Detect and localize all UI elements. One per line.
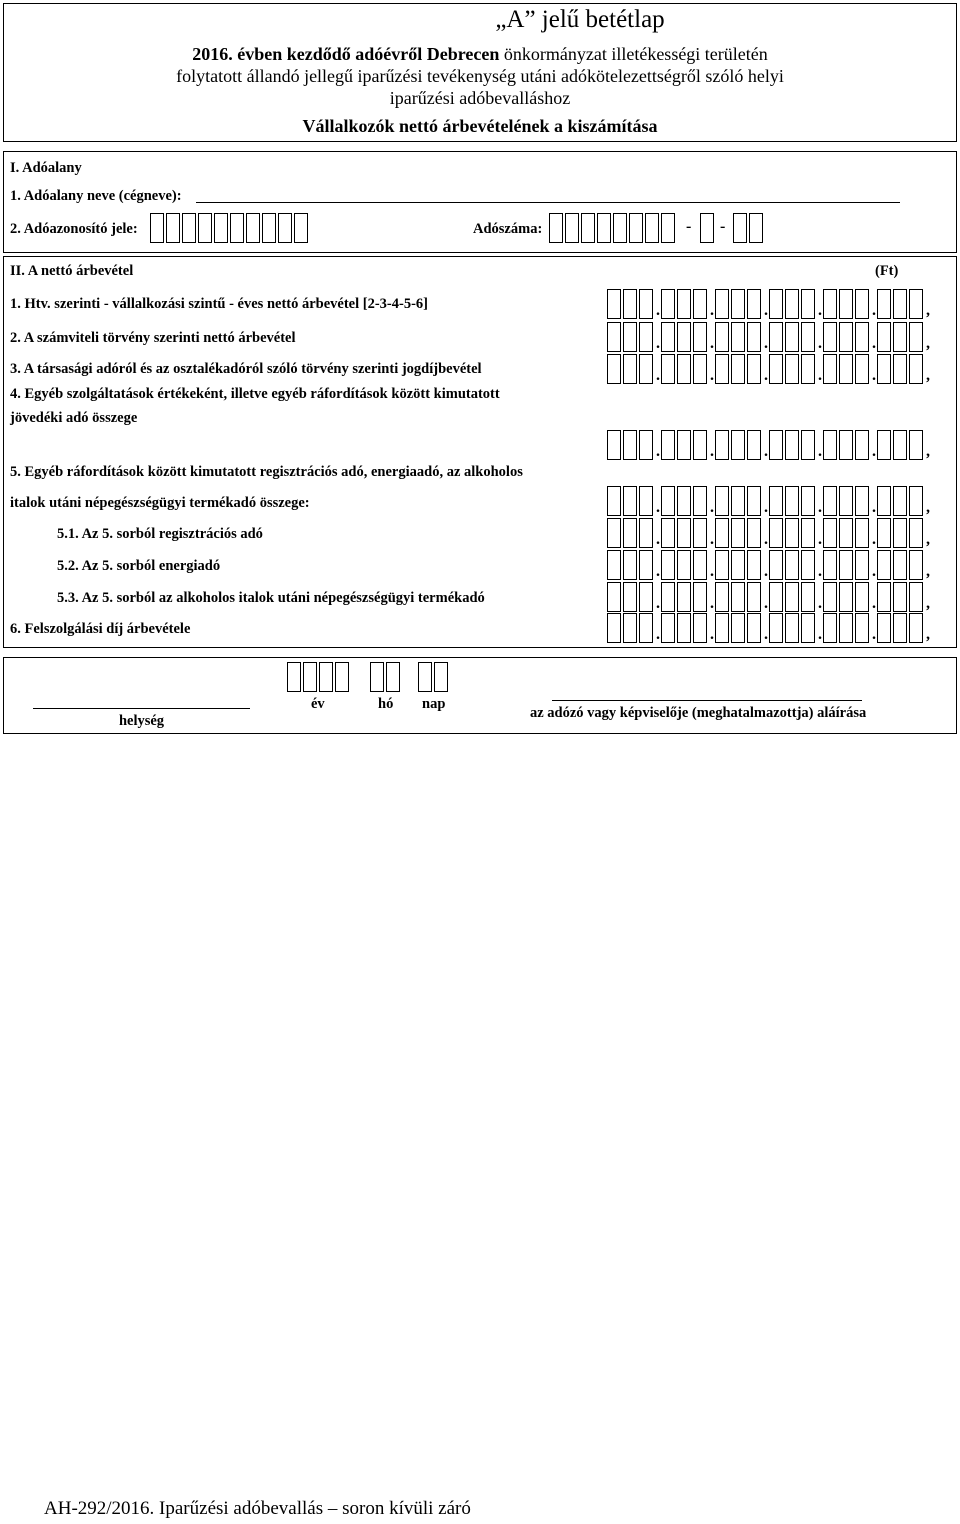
digit-cell[interactable] [607,354,621,384]
digit-cell[interactable] [839,518,853,548]
digit-cell[interactable] [855,518,869,548]
digit-cell[interactable] [639,354,653,384]
digit-cell[interactable] [823,322,837,352]
footer-text: AH-292/2016. Iparűzési adóbevallás – soron kívüli záró [44,1498,471,1519]
digit-cell[interactable] [597,213,611,243]
digit-cell[interactable] [198,213,212,243]
digit-cell[interactable] [801,486,815,516]
thousands-separator: . [710,302,714,319]
digit-cell[interactable] [677,486,691,516]
digit-cell[interactable] [823,518,837,548]
digit-cell[interactable] [370,662,384,692]
row-6-amount[interactable] [607,613,931,643]
digit-cell[interactable] [909,322,923,352]
thousands-separator: . [656,531,660,548]
thousands-separator: . [872,443,876,460]
digit-cell[interactable] [855,582,869,612]
digit-cell[interactable] [855,550,869,580]
digit-cell[interactable] [645,213,659,243]
digit-cell[interactable] [607,430,621,460]
thousands-separator: . [710,367,714,384]
digit-cell[interactable] [893,289,907,319]
decimal-separator: , [926,499,930,516]
digit-cell[interactable] [661,518,675,548]
digit-cell[interactable] [623,354,637,384]
row-5-label-b: italok utáni népegészségügyi termékadó összege: [10,495,310,511]
digit-cell[interactable] [785,486,799,516]
digit-cell[interactable] [823,486,837,516]
digit-cell[interactable] [785,582,799,612]
taxno-core-input[interactable] [549,213,677,243]
digit-cell[interactable] [386,662,400,692]
digit-cell[interactable] [839,486,853,516]
digit-cell[interactable] [693,486,707,516]
header-line-1-rest: önkormányzat illetékességi területén [499,44,768,64]
digit-cell[interactable] [769,613,783,643]
month-label: hó [378,696,394,712]
digit-cell[interactable] [747,289,761,319]
digit-cell[interactable] [661,486,675,516]
digit-cell[interactable] [769,322,783,352]
digit-cell[interactable] [893,486,907,516]
decimal-separator: , [926,443,930,460]
digit-cell[interactable] [839,550,853,580]
decimal-separator: , [926,595,930,612]
digit-cell[interactable] [607,613,621,643]
digit-cell[interactable] [855,354,869,384]
thousands-separator: . [764,335,768,352]
row-3-amount[interactable] [607,354,931,384]
digit-cell[interactable] [909,289,923,319]
digit-cell[interactable] [661,289,675,319]
thousands-separator: . [872,563,876,580]
thousands-separator: . [872,499,876,516]
name-input[interactable] [196,202,900,203]
thousands-separator: . [764,443,768,460]
thousands-separator: . [764,367,768,384]
row-3-label: 3. A társasági adóról és az osztalékadóról szóló törvény szerinti jogdíjbevétel [10,361,482,377]
row-2-amount[interactable] [607,322,931,352]
digit-cell[interactable] [639,613,653,643]
digit-cell[interactable] [623,582,637,612]
decimal-separator: , [926,302,930,319]
digit-cell[interactable] [909,550,923,580]
digit-cell[interactable] [731,550,745,580]
digit-cell[interactable] [855,486,869,516]
digit-cell[interactable] [623,550,637,580]
thousands-separator: . [764,302,768,319]
digit-cell[interactable] [823,613,837,643]
year-label: év [311,696,325,712]
digit-cell[interactable] [893,518,907,548]
digit-cell[interactable] [581,213,595,243]
section-2-heading: II. A nettó árbevétel [10,263,134,279]
digit-cell[interactable] [769,354,783,384]
digit-cell[interactable] [434,662,448,692]
digit-cell[interactable] [693,430,707,460]
thousands-separator: . [656,626,660,643]
taxno-label: Adószáma: [473,221,543,237]
digit-cell[interactable] [629,213,643,243]
thousands-separator: . [656,335,660,352]
thousands-separator: . [656,563,660,580]
digit-cell[interactable] [693,550,707,580]
digit-cell[interactable] [677,550,691,580]
row-6-label: 6. Felszolgálási díj árbevétele [10,621,191,637]
digit-cell[interactable] [639,322,653,352]
digit-cell[interactable] [785,550,799,580]
taxno-vat-input[interactable] [700,213,716,243]
digit-cell[interactable] [693,289,707,319]
day-label: nap [422,696,446,712]
digit-cell[interactable] [785,322,799,352]
digit-cell[interactable] [677,354,691,384]
digit-cell[interactable] [639,430,653,460]
digit-cell[interactable] [877,582,891,612]
digit-cell[interactable] [639,518,653,548]
digit-cell[interactable] [893,613,907,643]
digit-cell[interactable] [769,518,783,548]
digit-cell[interactable] [855,289,869,319]
digit-cell[interactable] [801,550,815,580]
place-label: helység [118,713,165,729]
digit-cell[interactable] [801,289,815,319]
digit-cell[interactable] [747,550,761,580]
digit-cell[interactable] [623,289,637,319]
digit-cell[interactable] [823,354,837,384]
header-line-1 [0,44,960,65]
thousands-separator: . [818,499,822,516]
thousands-separator: . [764,531,768,548]
row-5-label-a: 5. Egyéb ráfordítások között kimutatott regisztrációs adó, energiaadó, az alkoholos [10,464,523,480]
digit-cell[interactable] [731,518,745,548]
digit-cell[interactable] [893,354,907,384]
row-4-amount[interactable] [607,430,931,460]
digit-cell[interactable] [639,550,653,580]
digit-cell[interactable] [801,430,815,460]
row-5-2-amount[interactable] [607,550,931,580]
digit-cell[interactable] [335,662,349,692]
digit-cell[interactable] [769,582,783,612]
digit-cell[interactable] [639,582,653,612]
digit-cell[interactable] [661,613,675,643]
digit-cell[interactable] [893,550,907,580]
decimal-separator: , [926,563,930,580]
digit-cell[interactable] [769,486,783,516]
digit-cell[interactable] [182,213,196,243]
signature-input[interactable] [552,700,862,701]
thousands-separator: . [710,563,714,580]
digit-cell[interactable] [214,213,228,243]
digit-cell[interactable] [623,430,637,460]
digit-cell[interactable] [801,354,815,384]
digit-cell[interactable] [909,518,923,548]
digit-cell[interactable] [731,430,745,460]
decimal-separator: , [926,367,930,384]
digit-cell[interactable] [166,213,180,243]
digit-cell[interactable] [747,354,761,384]
digit-cell[interactable] [715,430,729,460]
digit-cell[interactable] [839,582,853,612]
digit-cell[interactable] [801,322,815,352]
digit-cell[interactable] [747,322,761,352]
header-line-1-bold: 2016. évben kezdődő adóévről Debrecen [192,44,500,64]
digit-cell[interactable] [731,322,745,352]
digit-cell[interactable] [877,322,891,352]
row-5-3-amount[interactable] [607,582,931,612]
digit-cell[interactable] [607,486,621,516]
digit-cell[interactable] [715,582,729,612]
digit-cell[interactable] [607,289,621,319]
digit-cell[interactable] [877,518,891,548]
digit-cell[interactable] [893,430,907,460]
taxid-label: 2. Adóazonosító jele: [10,221,138,237]
digit-cell[interactable] [677,613,691,643]
thousands-separator: . [872,302,876,319]
digit-cell[interactable] [693,354,707,384]
digit-cell[interactable] [150,213,164,243]
digit-cell[interactable] [747,518,761,548]
digit-cell[interactable] [877,613,891,643]
digit-cell[interactable] [747,486,761,516]
digit-cell[interactable] [677,289,691,319]
digit-cell[interactable] [785,289,799,319]
digit-cell[interactable] [715,322,729,352]
digit-cell[interactable] [877,354,891,384]
decimal-separator: , [926,626,930,643]
digit-cell[interactable] [715,518,729,548]
thousands-separator: . [872,367,876,384]
digit-cell[interactable] [839,430,853,460]
digit-cell[interactable] [893,582,907,612]
digit-cell[interactable] [731,582,745,612]
digit-cell[interactable] [733,213,747,243]
digit-cell[interactable] [639,486,653,516]
thousands-separator: . [818,563,822,580]
digit-cell[interactable] [677,582,691,612]
digit-cell[interactable] [823,289,837,319]
row-5-3-label: 5.3. Az 5. sorból az alkoholos italok utáni népegészségügyi termékadó [57,590,485,606]
digit-cell[interactable] [769,289,783,319]
digit-cell[interactable] [909,582,923,612]
digit-cell[interactable] [639,289,653,319]
day-input[interactable] [418,662,450,692]
digit-cell[interactable] [785,613,799,643]
digit-cell[interactable] [661,430,675,460]
thousands-separator: . [818,626,822,643]
row-1-amount[interactable] [607,289,931,319]
digit-cell[interactable] [613,213,627,243]
digit-cell[interactable] [893,322,907,352]
taxid-input[interactable] [150,213,310,243]
digit-cell[interactable] [801,613,815,643]
place-input[interactable] [33,708,250,709]
thousands-separator: . [710,595,714,612]
header-line-3: iparűzési adóbevalláshoz [389,88,571,108]
digit-cell[interactable] [715,289,729,319]
digit-cell[interactable] [731,289,745,319]
taxno-county-input[interactable] [733,213,765,243]
digit-cell[interactable] [747,582,761,612]
digit-cell[interactable] [715,354,729,384]
digit-cell[interactable] [877,430,891,460]
digit-cell[interactable] [877,550,891,580]
digit-cell[interactable] [877,289,891,319]
digit-cell[interactable] [801,518,815,548]
digit-cell[interactable] [319,662,333,692]
digit-cell[interactable] [677,322,691,352]
digit-cell[interactable] [877,486,891,516]
digit-cell[interactable] [731,613,745,643]
thousands-separator: . [872,531,876,548]
digit-cell[interactable] [855,613,869,643]
digit-cell[interactable] [715,613,729,643]
digit-cell[interactable] [262,213,276,243]
row-4-label-b: jövedéki adó összege [10,410,138,426]
thousands-separator: . [872,595,876,612]
thousands-separator: . [656,367,660,384]
digit-cell[interactable] [661,354,675,384]
row-4-label-a: 4. Egyéb szolgáltatások értékeként, illetve egyéb ráfordítások között kimutatott [10,386,500,402]
thousands-separator: . [764,563,768,580]
year-input[interactable] [287,662,351,692]
digit-cell[interactable] [731,486,745,516]
thousands-separator: . [710,335,714,352]
digit-cell[interactable] [623,518,637,548]
thousands-separator: . [710,531,714,548]
header-subtitle: Vállalkozók nettó árbevételének a kiszámítása [302,116,658,136]
digit-cell[interactable] [693,582,707,612]
digit-cell[interactable] [661,550,675,580]
digit-cell[interactable] [785,518,799,548]
thousands-separator: . [872,335,876,352]
digit-cell[interactable] [418,662,432,692]
digit-cell[interactable] [823,430,837,460]
digit-cell[interactable] [769,430,783,460]
row-1-label: 1. Htv. szerinti - vállalkozási szintű - éves nettó árbevétel [2-3-4-5-6] [10,296,428,312]
digit-cell[interactable] [839,613,853,643]
digit-cell[interactable] [661,213,675,243]
digit-cell[interactable] [294,213,308,243]
thousands-separator: . [710,443,714,460]
thousands-separator: . [818,367,822,384]
digit-cell[interactable] [747,613,761,643]
digit-cell[interactable] [749,213,763,243]
decimal-separator: , [926,531,930,548]
digit-cell[interactable] [855,322,869,352]
digit-cell[interactable] [909,613,923,643]
digit-cell[interactable] [693,322,707,352]
thousands-separator: . [872,626,876,643]
thousands-separator: . [818,443,822,460]
digit-cell[interactable] [623,322,637,352]
thousands-separator: . [818,302,822,319]
unit-label: (Ft) [875,263,899,279]
digit-cell[interactable] [661,582,675,612]
digit-cell[interactable] [549,213,563,243]
thousands-separator: . [710,626,714,643]
row-5-amount[interactable] [607,486,931,516]
digit-cell[interactable] [607,518,621,548]
thousands-separator: . [764,499,768,516]
digit-cell[interactable] [230,213,244,243]
month-input[interactable] [370,662,402,692]
digit-cell[interactable] [839,354,853,384]
thousands-separator: . [818,595,822,612]
digit-cell[interactable] [747,430,761,460]
digit-cell[interactable] [607,582,621,612]
digit-cell[interactable] [855,430,869,460]
digit-cell[interactable] [607,550,621,580]
digit-cell[interactable] [839,322,853,352]
digit-cell[interactable] [785,354,799,384]
thousands-separator: . [710,499,714,516]
row-2-label: 2. A számviteli törvény szerinti nettó árbevétel [10,330,296,346]
row-5-1-amount[interactable] [607,518,931,548]
thousands-separator: . [818,335,822,352]
digit-cell[interactable] [677,430,691,460]
digit-cell[interactable] [909,486,923,516]
digit-cell[interactable] [731,354,745,384]
digit-cell[interactable] [700,213,714,243]
taxno-dash-1: - [686,218,692,235]
digit-cell[interactable] [785,430,799,460]
digit-cell[interactable] [823,550,837,580]
digit-cell[interactable] [677,518,691,548]
form-title: „A” jelű betétlap [495,6,665,33]
thousands-separator: . [656,443,660,460]
digit-cell[interactable] [909,354,923,384]
digit-cell[interactable] [623,486,637,516]
section-1-heading: I. Adóalany [10,160,82,176]
digit-cell[interactable] [839,289,853,319]
digit-cell[interactable] [565,213,579,243]
digit-cell[interactable] [715,550,729,580]
digit-cell[interactable] [715,486,729,516]
thousands-separator: . [764,595,768,612]
signature-label: az adózó vagy képviselője (meghatalmazottja) aláírása [530,705,867,721]
digit-cell[interactable] [623,613,637,643]
digit-cell[interactable] [693,613,707,643]
thousands-separator: . [656,595,660,612]
thousands-separator: . [818,531,822,548]
header-line-2: folytatott állandó jellegű iparűzési tevékenység utáni adókötelezettségről szóló helyi [176,66,784,86]
digit-cell[interactable] [278,213,292,243]
digit-cell[interactable] [769,550,783,580]
digit-cell[interactable] [607,322,621,352]
name-label: 1. Adóalany neve (cégneve): [10,188,182,204]
taxno-dash-2: - [720,218,726,235]
digit-cell[interactable] [661,322,675,352]
thousands-separator: . [656,302,660,319]
digit-cell[interactable] [823,582,837,612]
thousands-separator: . [764,626,768,643]
digit-cell[interactable] [246,213,260,243]
row-5-2-label: 5.2. Az 5. sorból energiadó [57,558,221,574]
thousands-separator: . [656,499,660,516]
digit-cell[interactable] [693,518,707,548]
digit-cell[interactable] [303,662,317,692]
decimal-separator: , [926,335,930,352]
row-5-1-label: 5.1. Az 5. sorból regisztrációs adó [57,526,263,542]
digit-cell[interactable] [801,582,815,612]
digit-cell[interactable] [287,662,301,692]
digit-cell[interactable] [909,430,923,460]
